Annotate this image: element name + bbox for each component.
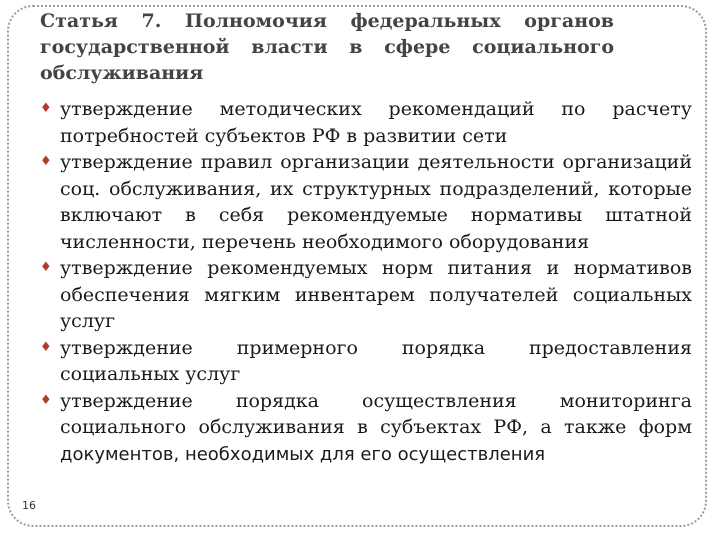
bullet-list <box>40 96 692 468</box>
bullet-text: утверждение рекомендуемых норм питания и нормативов обеспечения мягким инвентарем получателей социальных услуг <box>60 257 692 332</box>
list-item <box>40 149 692 255</box>
diamond-bullet-icon: ♦ <box>40 260 52 275</box>
bullet-text: утверждение примерного порядка предоставления социальных услуг <box>60 336 692 385</box>
diamond-bullet-icon: ♦ <box>40 392 52 408</box>
bullet-text-main: утверждение порядка осуществления мониторинга социального обслуживания в субъектах РФ, а также форм <box>60 389 692 438</box>
diamond-bullet-icon: ♦ <box>40 101 52 116</box>
slide-number: 16 <box>22 499 36 512</box>
list-item <box>40 255 692 335</box>
diamond-bullet-icon: ♦ <box>40 154 52 169</box>
bullet-text-tail: документов, необходимых для его осуществления <box>60 443 546 465</box>
bullet-text: утверждение методических рекомендаций по расчету потребностей субъектов РФ в развитии сети <box>60 98 692 147</box>
diamond-bullet-icon: ♦ <box>40 339 52 355</box>
list-item <box>40 335 692 388</box>
bullet-text: утверждение правил организации деятельности организаций соц. обслуживания, их структурных подразделений, которые включают в себя рекомендуемые нормативы штатной численности, перечень необходимого оборудования <box>60 151 692 253</box>
slide-title: Статья 7. Полномочия федеральных органов государственной власти в сфере социального обслуживания <box>40 10 614 84</box>
list-item <box>40 96 692 149</box>
bullet-text <box>60 390 692 465</box>
list-item <box>40 388 692 469</box>
